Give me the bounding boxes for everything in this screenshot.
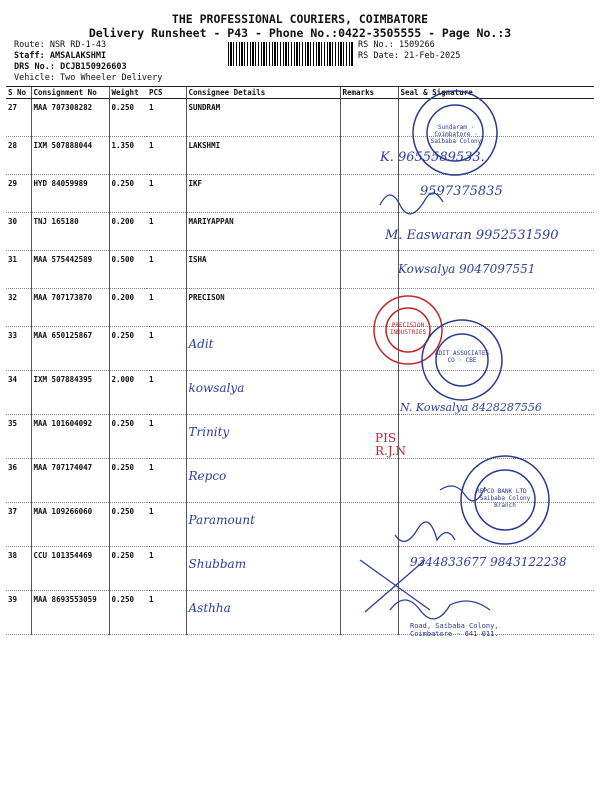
cell-consignee: SUNDRAM (186, 99, 340, 137)
cell-sno: 28 (6, 137, 31, 175)
cell-consignee: LAKSHMI (186, 137, 340, 175)
cell-consignment: MAA 650125867 (31, 327, 109, 371)
cell-consignment: TNJ 165180 (31, 213, 109, 251)
cell-consignee-handwritten: Repco (186, 459, 340, 503)
company-title: THE PROFESSIONAL COURIERS, COIMBATORE (171, 12, 429, 26)
annotation-row-29: 9597375835 (420, 184, 503, 199)
cell-weight: 0.250 (109, 547, 147, 591)
stamp-text-36: REPCO BANK LTD · Saibaba Colony Branch (476, 488, 534, 509)
cell-pcs: 1 (147, 99, 186, 137)
cell-consignee-handwritten: Shubbam (186, 547, 340, 591)
cell-consignment: MAA 575442589 (31, 251, 109, 289)
cell-pcs: 1 (147, 371, 186, 415)
vehicle-line: Vehicle: Two Wheeler Delivery (14, 73, 163, 83)
staff-value: AMSALAKSHMI (49, 51, 107, 61)
cell-consignee: ISHA (186, 251, 340, 289)
col-consignment: Consignment No (31, 87, 109, 99)
cell-weight: 0.200 (109, 289, 147, 327)
cell-consignment: CCU 101354469 (31, 547, 109, 591)
cell-consignee-handwritten: Trinity (186, 415, 340, 459)
signature-scribble (390, 600, 490, 619)
annotation-row-38: 9344833677 9843122238 (410, 555, 567, 569)
cell-sno: 34 (6, 371, 31, 415)
cell-consignee-handwritten: Paramount (186, 503, 340, 547)
cell-consignee-handwritten: kowsalya (186, 371, 340, 415)
cell-sno: 36 (6, 459, 31, 503)
stamp-text-33: ADIT ASSOCIATES CO · CBE (434, 350, 490, 364)
col-pcs: PCS (147, 87, 186, 99)
cell-weight: 0.250 (109, 503, 147, 547)
cell-pcs: 1 (147, 459, 186, 503)
cell-consignment: MAA 101604092 (31, 415, 109, 459)
cell-consignment: IXM 507888044 (31, 137, 109, 175)
cell-weight: 0.250 (109, 327, 147, 371)
cell-consignment: MAA 109266060 (31, 503, 109, 547)
cell-consignee: PRECISON (186, 289, 340, 327)
annotation-row-28: K. 9655589533. (380, 150, 485, 165)
cell-sno: 35 (6, 415, 31, 459)
cell-pcs: 1 (147, 213, 186, 251)
cell-sno: 37 (6, 503, 31, 547)
cell-weight: 0.250 (109, 99, 147, 137)
cell-pcs: 1 (147, 289, 186, 327)
cell-sno: 30 (6, 213, 31, 251)
cell-pcs: 1 (147, 415, 186, 459)
cell-weight: 0.200 (109, 213, 147, 251)
cell-sno: 33 (6, 327, 31, 371)
stamp-text-32: PRECISION INDUSTRIES (389, 322, 427, 336)
cell-consignment: MAA 707308282 (31, 99, 109, 137)
cell-sno: 27 (6, 99, 31, 137)
cell-sno: 32 (6, 289, 31, 327)
cell-pcs: 1 (147, 251, 186, 289)
annotation-row-34: N. Kowsalya 8428287556 (400, 401, 542, 414)
route-line: Route: NSR RD-1-43 (14, 40, 107, 50)
drs-label: DRS No.: (14, 62, 55, 72)
drs-value: DCJB150926603 (60, 62, 127, 72)
cell-weight: 2.000 (109, 371, 147, 415)
cell-weight: 1.350 (109, 137, 147, 175)
cell-weight: 0.250 (109, 175, 147, 213)
cell-consignee: MARIYAPPAN (186, 213, 340, 251)
cell-weight: 0.250 (109, 459, 147, 503)
cell-sno: 31 (6, 251, 31, 289)
col-consignee: Consignee Details (186, 87, 340, 99)
annotation-row-31: Kowsalya 9047097551 (398, 262, 536, 276)
cell-consignment: MAA 8693553059 (31, 591, 109, 635)
signature-scribble (395, 522, 455, 541)
staff-label: Staff: (14, 51, 45, 61)
cell-consignment: MAA 707173870 (31, 289, 109, 327)
annotation-row-30: M. Easwaran 9952531590 (385, 228, 559, 243)
cell-weight: 0.500 (109, 251, 147, 289)
rs-date: RS Date: 21-Feb-2025 (358, 51, 461, 61)
col-sno: S No (6, 87, 31, 99)
cell-consignment: HYD 84059989 (31, 175, 109, 213)
stamp-text-27: Sundaram · Coimbatore · Saibaba Colony (430, 124, 482, 145)
annotation-row-35: PIS R.J.N (375, 431, 407, 458)
cell-sno: 38 (6, 547, 31, 591)
cell-pcs: 1 (147, 175, 186, 213)
rs-no: RS No.: 1509266 (358, 40, 435, 50)
cell-consignee-handwritten: Adit (186, 327, 340, 371)
col-seal-signature: Seal & Signature (398, 87, 594, 99)
cell-sno: 39 (6, 591, 31, 635)
cell-weight: 0.250 (109, 591, 147, 635)
cell-weight: 0.250 (109, 415, 147, 459)
cell-consignee-handwritten: Asthha (186, 591, 340, 635)
cell-consignment: IXM 507884395 (31, 371, 109, 415)
cell-consignee: IKF (186, 175, 340, 213)
cell-sno: 29 (6, 175, 31, 213)
cell-pcs: 1 (147, 591, 186, 635)
col-remarks: Remarks (340, 87, 398, 99)
runsheet-subtitle: Delivery Runsheet - P43 - Phone No.:0422-3505555 - Page No.:3 (88, 26, 512, 40)
col-weight: Weight (109, 87, 147, 99)
cell-pcs: 1 (147, 137, 186, 175)
cell-pcs: 1 (147, 327, 186, 371)
cell-consignment: MAA 707174047 (31, 459, 109, 503)
cell-pcs: 1 (147, 503, 186, 547)
stamp-text-39: Road, Saibaba Colony, Coimbatore - 641 011. (410, 622, 499, 638)
cell-pcs: 1 (147, 547, 186, 591)
